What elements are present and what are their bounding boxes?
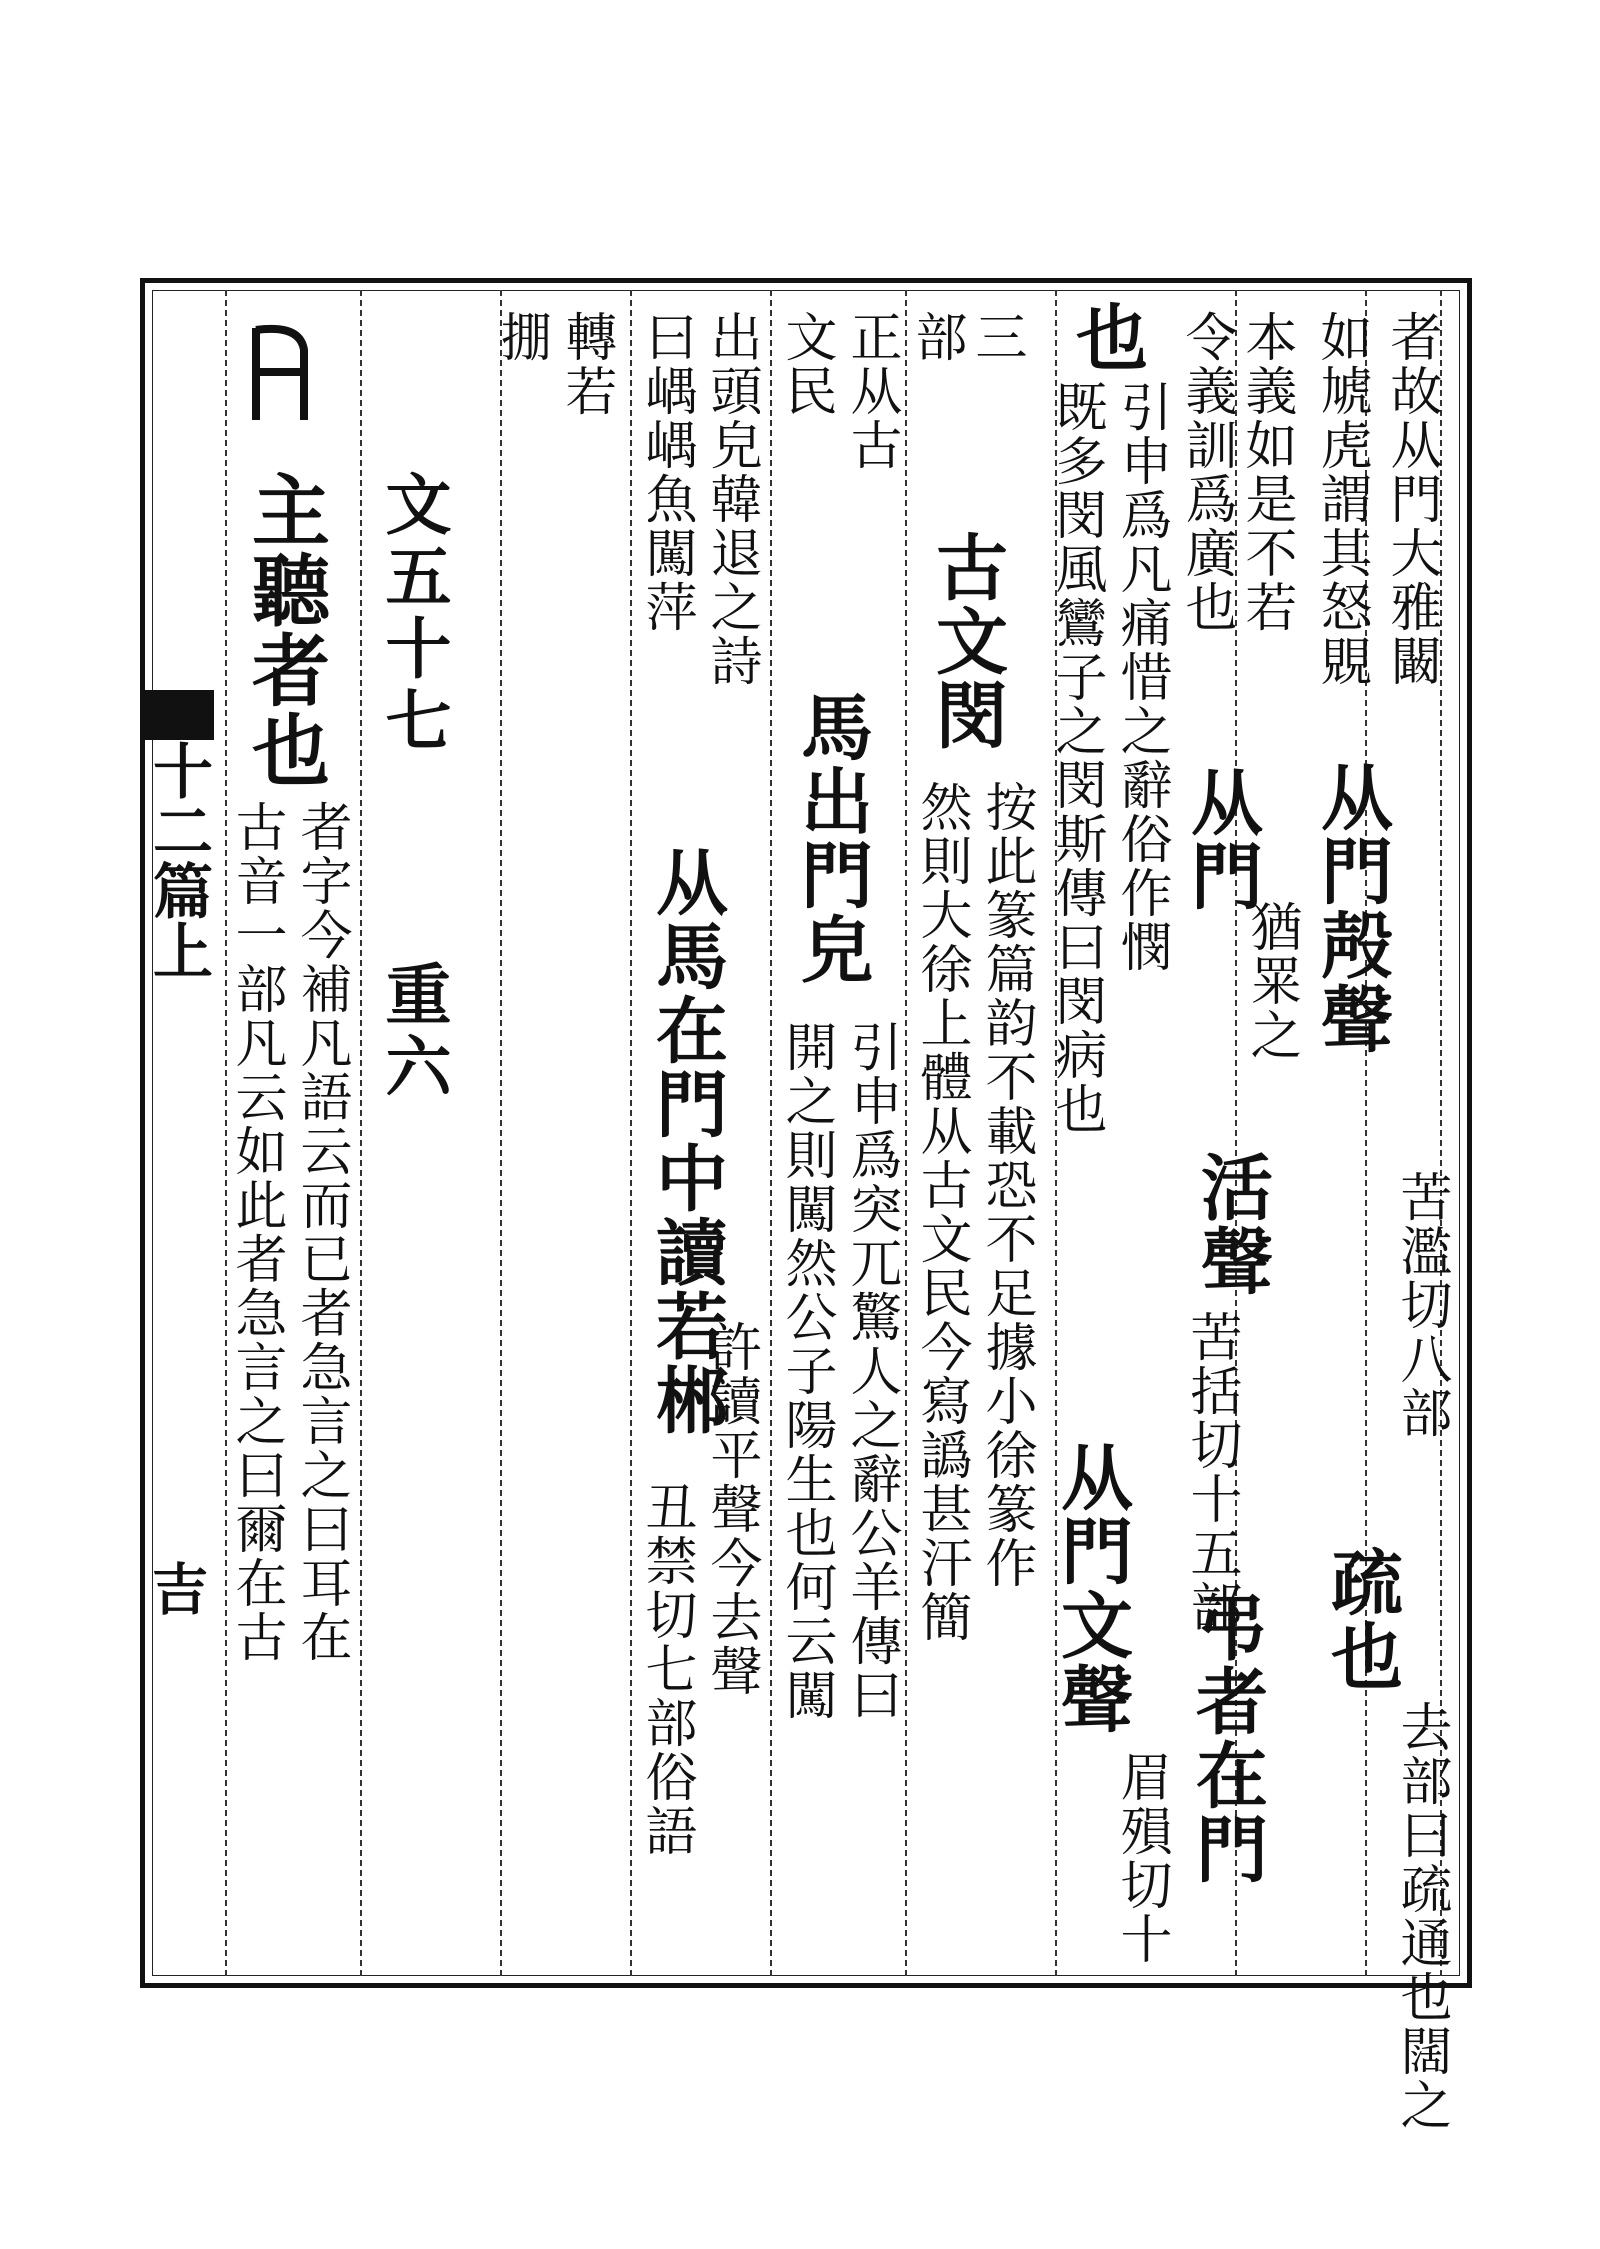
text-column: 按此篆篇韵不載恐不足據小徐篆作 [976,780,1036,1590]
text-column: 活聲 [1189,1150,1274,1298]
text-column: 令義訓爲廣也 [1176,310,1236,634]
text-column: 文民 [776,310,836,418]
text-column: 馬出門皃 [789,690,874,986]
text-column: 本義如是不若 [1236,310,1296,634]
text-column: 从馬在門中讀若郴 [644,845,729,1437]
entry-head: 主聽者也 [239,470,330,790]
text-column: 部 [906,310,966,364]
text-column: 从門殸聲 [1309,760,1394,1056]
text-column: 猶䍘之 [1241,900,1301,1062]
margin-bottom-char: 吉 [143,1560,209,1616]
text-column: 轉若 [556,310,616,418]
column-rule [905,290,907,1976]
text-column: 三 [966,310,1026,364]
text-column: 古文閔 [924,530,1009,752]
entry-gloss: 者字今補凡語云而已者急言之曰耳在 [291,800,351,1664]
text-column: 許讀平聲今去聲 [701,1320,761,1698]
text-column: 苦括切十五部 [1181,1310,1241,1634]
text-column: 曰嵎嵎魚闖萍 [636,310,696,634]
column-rule [770,290,772,1976]
text-column: 開之則闖然公子陽生也何云闖 [776,1020,836,1722]
duplicate-count: 重六 [374,960,452,1104]
text-column: 弔者在門 [1184,1590,1269,1886]
text-column: 眉殞切十 [1111,1750,1171,1966]
seal-character [240,320,320,430]
margin-block [144,690,214,740]
text-column: 正从古 [841,310,901,472]
text-column: 从門文聲 [1049,1440,1134,1736]
text-column: 掤 [491,310,551,364]
text-column: 从門 [1179,765,1264,913]
text-column: 既多閔風鸞子之閔斯傳曰閔病也 [1046,380,1106,1136]
text-column: 引申爲凡痛惜之辭俗作憫 [1111,380,1171,974]
column-rule [500,290,502,1976]
text-column: 者故从門大雅闞 [1381,310,1441,688]
text-column: 出頭皃韓退之詩 [701,310,761,688]
text-column: 丑禁切七部俗語 [636,1480,696,1858]
text-column: 然則大徐上體从古文民今寫譌甚汗簡 [911,780,971,1644]
text-column: 苦濫切八部 [1391,1170,1451,1440]
seal-glyph-icon [240,320,320,430]
text-column: 如虓虎謂其怒覞 [1311,310,1371,688]
margin-chapter-label: 十二篇上 [143,740,213,980]
column-rule [630,290,632,1976]
column-rule [360,290,362,1976]
text-column: 去部曰疏通也闊之 [1391,1700,1451,2132]
text-column: 也 [1064,300,1149,374]
character-count: 文五十七 [374,470,452,758]
entry-gloss: 古音一部凡云如此者急言之曰爾在古 [226,800,286,1664]
text-column: 疏也 [1319,1545,1404,1693]
text-column: 引申爲突兀驚人之辭公羊傳曰 [841,1020,901,1722]
